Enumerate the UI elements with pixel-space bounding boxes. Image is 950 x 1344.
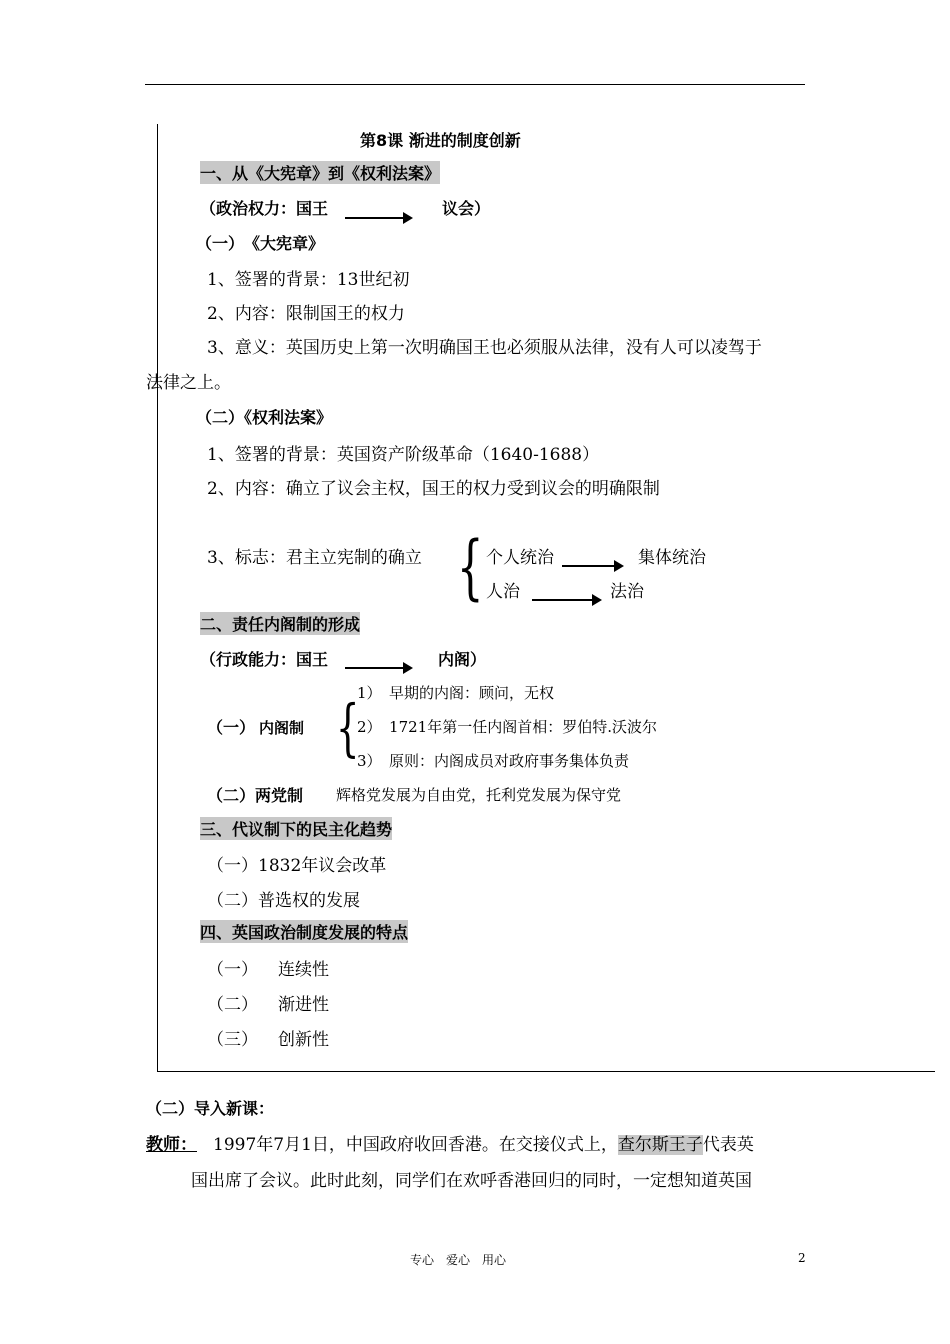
list-item: 1） 早期的内阁：顾问，无权 [357,684,555,702]
section-3-heading: 三、代议制下的民主化趋势 [200,817,392,840]
arrow-icon [532,599,600,601]
highlighted-name: 查尔斯王子 [617,1135,703,1155]
intro-line-2: 国出席了会议。此时此刻，同学们在欢呼香港回归的同时，一定想知道英国 [191,1171,752,1191]
page-number: 2 [798,1251,806,1265]
list-item: 创新性 [278,1030,329,1050]
header-rule [145,84,805,85]
table-left-border [157,124,158,1072]
page-title: 第8课 渐进的制度创新 [360,131,521,150]
brace-icon: { [456,526,484,608]
power-note-right: 内阁） [438,650,487,669]
cabinet-label: 内阁制 [259,719,305,737]
teacher-label: 教师： [146,1135,197,1155]
intro-text: 代表英 [702,1135,754,1155]
list-item-num: （三） [207,1030,258,1050]
mark-label: 3、标志：君主立宪制的确立 [207,548,422,568]
list-item: （二）普选权的发展 [207,891,360,911]
list-item-num: （一） [207,960,258,980]
intro-heading: （二）导入新课： [146,1099,275,1118]
subsection-magna-carta: （一） 《大宪章》 [196,234,325,253]
list-item: 2） 1721年第一任内阁首相：罗伯特.沃波尔 [357,718,657,736]
pair-to: 法治 [610,582,644,602]
list-item: 3、意义：英国历史上第一次明确国王也必须服从法律，没有人可以凌驾于 [207,338,762,358]
arrow-icon [562,565,622,567]
power-note-left: （行政能力：国王 [200,650,329,669]
section-2-heading: 二、责任内阁制的形成 [200,612,360,635]
intro-line-1 [213,1130,754,1155]
list-item: 2、内容：限制国王的权力 [207,304,405,324]
brace-icon: { [335,691,360,764]
footer-slogan: 专心 爱心 用心 [410,1253,507,1267]
arrow-icon [345,667,411,669]
list-item: 3） 原则：内阁成员对政府事务集体负责 [357,752,630,770]
pair-to: 集体统治 [638,548,706,568]
list-item: 2、内容：确立了议会主权，国王的权力受到议会的明确限制 [207,479,660,499]
list-item: 1、签署的背景：英国资产阶级革命（1640-1688） [207,445,600,465]
pair-from: 个人统治 [486,548,554,568]
table-bottom-border [157,1071,935,1072]
two-party-label: （二）两党制 [207,786,304,805]
list-item-continuation: 法律之上。 [146,373,231,393]
intro-text: 1997年7月1日，中国政府收回香港。在交接仪式上， [213,1135,618,1155]
two-party-text: 辉格党发展为自由党，托利党发展为保守党 [336,786,622,804]
section-4-heading: 四、英国政治制度发展的特点 [200,920,408,943]
list-item: 1、签署的背景：13世纪初 [207,270,410,290]
section-1-heading: 一、从《大宪章》到《权利法案》 [200,161,440,184]
arrow-icon [345,217,411,219]
list-item: （一）1832年议会改革 [207,856,387,876]
list-item: 连续性 [278,960,329,980]
power-note-right: 议会） [442,199,491,218]
list-item: 渐进性 [278,995,329,1015]
cabinet-label-num: （一） [207,718,256,737]
power-note-left: （政治权力：国王 [200,199,329,218]
subsection-bill-of-rights: （二）《权利法案》 [196,408,333,427]
list-item-num: （二） [207,995,258,1015]
pair-from: 人治 [486,582,520,602]
